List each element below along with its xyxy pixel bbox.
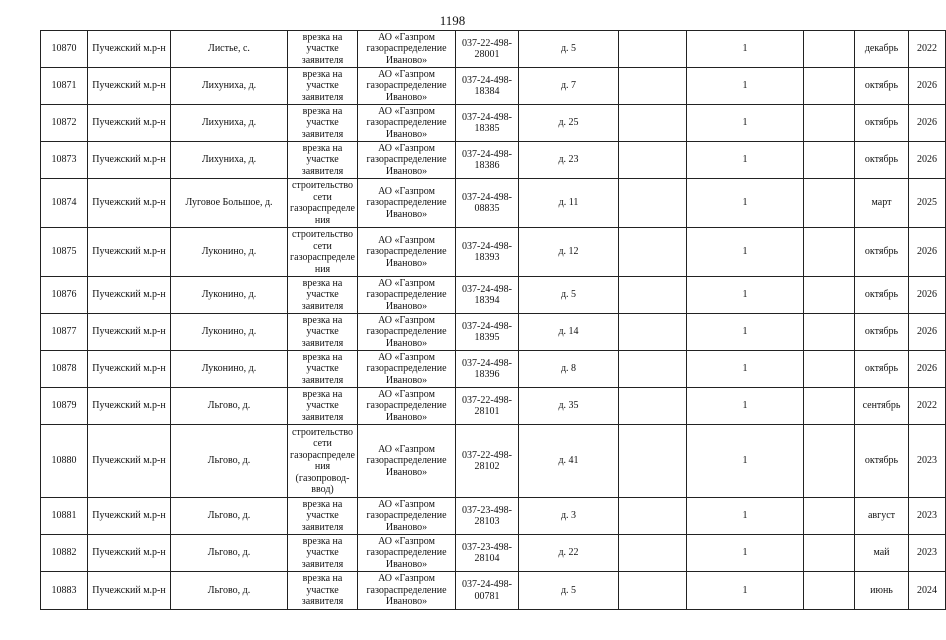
row-number-cell: 10883 xyxy=(41,572,88,610)
year-cell: 2023 xyxy=(909,535,946,572)
table-row xyxy=(41,535,946,572)
month-cell: июнь xyxy=(855,572,909,610)
year-cell: 2026 xyxy=(909,314,946,351)
quantity-cell: 1 xyxy=(687,68,804,105)
year-cell: 2025 xyxy=(909,179,946,228)
address-cell: д. 8 xyxy=(519,351,619,388)
address-cell: д. 3 xyxy=(519,498,619,535)
table-row xyxy=(41,388,946,425)
blank-cell-2 xyxy=(804,351,855,388)
organization-cell: АО «Газпром газораспределение Иваново» xyxy=(358,228,456,277)
table-row xyxy=(41,31,946,68)
quantity-cell: 1 xyxy=(687,388,804,425)
object-code-cell: 037-24-498-18385 xyxy=(456,105,519,142)
table-row xyxy=(41,351,946,388)
month-cell: октябрь xyxy=(855,105,909,142)
blank-cell-2 xyxy=(804,31,855,68)
organization-cell: АО «Газпром газораспределение Иваново» xyxy=(358,105,456,142)
district-cell: Пучежский м.р-н xyxy=(88,314,171,351)
locality-cell: Льгово, д. xyxy=(171,498,288,535)
organization-cell: АО «Газпром газораспределение Иваново» xyxy=(358,572,456,610)
year-cell: 2026 xyxy=(909,351,946,388)
table-row xyxy=(41,179,946,228)
year-cell: 2026 xyxy=(909,142,946,179)
table-row xyxy=(41,425,946,498)
work-type-cell: врезка на участке заявителя xyxy=(288,351,358,388)
row-number-cell: 10873 xyxy=(41,142,88,179)
blank-cell-2 xyxy=(804,498,855,535)
work-type-cell: врезка на участке заявителя xyxy=(288,535,358,572)
quantity-cell: 1 xyxy=(687,498,804,535)
organization-cell: АО «Газпром газораспределение Иваново» xyxy=(358,351,456,388)
blank-cell-2 xyxy=(804,179,855,228)
work-type-cell: врезка на участке заявителя xyxy=(288,68,358,105)
quantity-cell: 1 xyxy=(687,572,804,610)
table-row xyxy=(41,105,946,142)
district-cell: Пучежский м.р-н xyxy=(88,68,171,105)
blank-cell-2 xyxy=(804,425,855,498)
blank-cell xyxy=(619,388,687,425)
locality-cell: Луконино, д. xyxy=(171,277,288,314)
month-cell: октябрь xyxy=(855,425,909,498)
locality-cell: Луконино, д. xyxy=(171,351,288,388)
row-number-cell: 10882 xyxy=(41,535,88,572)
address-cell: д. 12 xyxy=(519,228,619,277)
blank-cell-2 xyxy=(804,142,855,179)
year-cell: 2026 xyxy=(909,277,946,314)
blank-cell-2 xyxy=(804,314,855,351)
address-cell: д. 5 xyxy=(519,31,619,68)
locality-cell: Лихуниха, д. xyxy=(171,142,288,179)
table-row xyxy=(41,277,946,314)
work-type-cell: врезка на участке заявителя xyxy=(288,31,358,68)
month-cell: октябрь xyxy=(855,228,909,277)
row-number-cell: 10879 xyxy=(41,388,88,425)
organization-cell: АО «Газпром газораспределение Иваново» xyxy=(358,277,456,314)
locality-cell: Луконино, д. xyxy=(171,314,288,351)
blank-cell xyxy=(619,351,687,388)
address-cell: д. 35 xyxy=(519,388,619,425)
locality-cell: Лихуниха, д. xyxy=(171,105,288,142)
page-number: 1198 xyxy=(439,13,466,28)
table-row xyxy=(41,228,946,277)
blank-cell-2 xyxy=(804,228,855,277)
district-cell: Пучежский м.р-н xyxy=(88,31,171,68)
blank-cell-2 xyxy=(804,68,855,105)
table-row xyxy=(41,572,946,610)
locality-cell: Луговое Большое, д. xyxy=(171,179,288,228)
locality-cell: Листье, с. xyxy=(171,31,288,68)
blank-cell-2 xyxy=(804,535,855,572)
address-cell: д. 25 xyxy=(519,105,619,142)
quantity-cell: 1 xyxy=(687,535,804,572)
year-cell: 2023 xyxy=(909,498,946,535)
address-cell: д. 41 xyxy=(519,425,619,498)
object-code-cell: 037-24-498-18396 xyxy=(456,351,519,388)
blank-cell xyxy=(619,31,687,68)
gasification-registry-table xyxy=(40,30,946,610)
quantity-cell: 1 xyxy=(687,31,804,68)
row-number-cell: 10874 xyxy=(41,179,88,228)
quantity-cell: 1 xyxy=(687,105,804,142)
blank-cell-2 xyxy=(804,572,855,610)
quantity-cell: 1 xyxy=(687,351,804,388)
organization-cell: АО «Газпром газораспределение Иваново» xyxy=(358,425,456,498)
month-cell: октябрь xyxy=(855,142,909,179)
locality-cell: Льгово, д. xyxy=(171,572,288,610)
district-cell: Пучежский м.р-н xyxy=(88,425,171,498)
blank-cell xyxy=(619,572,687,610)
year-cell: 2026 xyxy=(909,68,946,105)
address-cell: д. 7 xyxy=(519,68,619,105)
organization-cell: АО «Газпром газораспределение Иваново» xyxy=(358,314,456,351)
quantity-cell: 1 xyxy=(687,277,804,314)
year-cell: 2022 xyxy=(909,31,946,68)
object-code-cell: 037-24-498-18395 xyxy=(456,314,519,351)
blank-cell xyxy=(619,314,687,351)
work-type-cell: строительство сети газораспределения xyxy=(288,228,358,277)
object-code-cell: 037-24-498-18393 xyxy=(456,228,519,277)
organization-cell: АО «Газпром газораспределение Иваново» xyxy=(358,388,456,425)
address-cell: д. 22 xyxy=(519,535,619,572)
blank-cell xyxy=(619,498,687,535)
month-cell: сентябрь xyxy=(855,388,909,425)
quantity-cell: 1 xyxy=(687,228,804,277)
row-number-cell: 10875 xyxy=(41,228,88,277)
blank-cell xyxy=(619,142,687,179)
district-cell: Пучежский м.р-н xyxy=(88,572,171,610)
year-cell: 2024 xyxy=(909,572,946,610)
blank-cell-2 xyxy=(804,105,855,142)
month-cell: декабрь xyxy=(855,31,909,68)
row-number-cell: 10872 xyxy=(41,105,88,142)
district-cell: Пучежский м.р-н xyxy=(88,351,171,388)
blank-cell-2 xyxy=(804,277,855,314)
locality-cell: Лихуниха, д. xyxy=(171,68,288,105)
locality-cell: Льгово, д. xyxy=(171,388,288,425)
object-code-cell: 037-24-498-18384 xyxy=(456,68,519,105)
locality-cell: Льгово, д. xyxy=(171,425,288,498)
object-code-cell: 037-24-498-18386 xyxy=(456,142,519,179)
month-cell: октябрь xyxy=(855,277,909,314)
organization-cell: АО «Газпром газораспределение Иваново» xyxy=(358,142,456,179)
quantity-cell: 1 xyxy=(687,425,804,498)
blank-cell-2 xyxy=(804,388,855,425)
work-type-cell: врезка на участке заявителя xyxy=(288,572,358,610)
district-cell: Пучежский м.р-н xyxy=(88,498,171,535)
row-number-cell: 10876 xyxy=(41,277,88,314)
month-cell: май xyxy=(855,535,909,572)
blank-cell xyxy=(619,179,687,228)
work-type-cell: врезка на участке заявителя xyxy=(288,314,358,351)
object-code-cell: 037-22-498-28102 xyxy=(456,425,519,498)
work-type-cell: врезка на участке заявителя xyxy=(288,388,358,425)
table-row xyxy=(41,314,946,351)
row-number-cell: 10871 xyxy=(41,68,88,105)
work-type-cell: строительство сети газораспределения (газопровод-ввод) xyxy=(288,425,358,498)
month-cell: август xyxy=(855,498,909,535)
organization-cell: АО «Газпром газораспределение Иваново» xyxy=(358,179,456,228)
organization-cell: АО «Газпром газораспределение Иваново» xyxy=(358,31,456,68)
row-number-cell: 10878 xyxy=(41,351,88,388)
address-cell: д. 11 xyxy=(519,179,619,228)
table-row xyxy=(41,142,946,179)
blank-cell xyxy=(619,105,687,142)
row-number-cell: 10870 xyxy=(41,31,88,68)
year-cell: 2023 xyxy=(909,425,946,498)
work-type-cell: врезка на участке заявителя xyxy=(288,142,358,179)
district-cell: Пучежский м.р-н xyxy=(88,388,171,425)
table-row xyxy=(41,498,946,535)
quantity-cell: 1 xyxy=(687,314,804,351)
organization-cell: АО «Газпром газораспределение Иваново» xyxy=(358,498,456,535)
row-number-cell: 10881 xyxy=(41,498,88,535)
address-cell: д. 5 xyxy=(519,572,619,610)
row-number-cell: 10877 xyxy=(41,314,88,351)
month-cell: март xyxy=(855,179,909,228)
organization-cell: АО «Газпром газораспределение Иваново» xyxy=(358,535,456,572)
object-code-cell: 037-24-498-00781 xyxy=(456,572,519,610)
object-code-cell: 037-23-498-28104 xyxy=(456,535,519,572)
object-code-cell: 037-24-498-18394 xyxy=(456,277,519,314)
blank-cell xyxy=(619,68,687,105)
object-code-cell: 037-22-498-28001 xyxy=(456,31,519,68)
district-cell: Пучежский м.р-н xyxy=(88,105,171,142)
blank-cell xyxy=(619,228,687,277)
table-body xyxy=(41,31,946,610)
work-type-cell: врезка на участке заявителя xyxy=(288,105,358,142)
month-cell: октябрь xyxy=(855,314,909,351)
address-cell: д. 5 xyxy=(519,277,619,314)
district-cell: Пучежский м.р-н xyxy=(88,179,171,228)
work-type-cell: строительство сети газораспределения xyxy=(288,179,358,228)
quantity-cell: 1 xyxy=(687,142,804,179)
district-cell: Пучежский м.р-н xyxy=(88,142,171,179)
table-row xyxy=(41,68,946,105)
organization-cell: АО «Газпром газораспределение Иваново» xyxy=(358,68,456,105)
work-type-cell: врезка на участке заявителя xyxy=(288,498,358,535)
address-cell: д. 23 xyxy=(519,142,619,179)
work-type-cell: врезка на участке заявителя xyxy=(288,277,358,314)
month-cell: октябрь xyxy=(855,351,909,388)
year-cell: 2026 xyxy=(909,228,946,277)
blank-cell xyxy=(619,535,687,572)
locality-cell: Луконино, д. xyxy=(171,228,288,277)
blank-cell xyxy=(619,425,687,498)
district-cell: Пучежский м.р-н xyxy=(88,277,171,314)
row-number-cell: 10880 xyxy=(41,425,88,498)
year-cell: 2026 xyxy=(909,105,946,142)
district-cell: Пучежский м.р-н xyxy=(88,228,171,277)
month-cell: октябрь xyxy=(855,68,909,105)
quantity-cell: 1 xyxy=(687,179,804,228)
district-cell: Пучежский м.р-н xyxy=(88,535,171,572)
address-cell: д. 14 xyxy=(519,314,619,351)
object-code-cell: 037-24-498-08835 xyxy=(456,179,519,228)
object-code-cell: 037-23-498-28103 xyxy=(456,498,519,535)
year-cell: 2022 xyxy=(909,388,946,425)
blank-cell xyxy=(619,277,687,314)
locality-cell: Льгово, д. xyxy=(171,535,288,572)
object-code-cell: 037-22-498-28101 xyxy=(456,388,519,425)
